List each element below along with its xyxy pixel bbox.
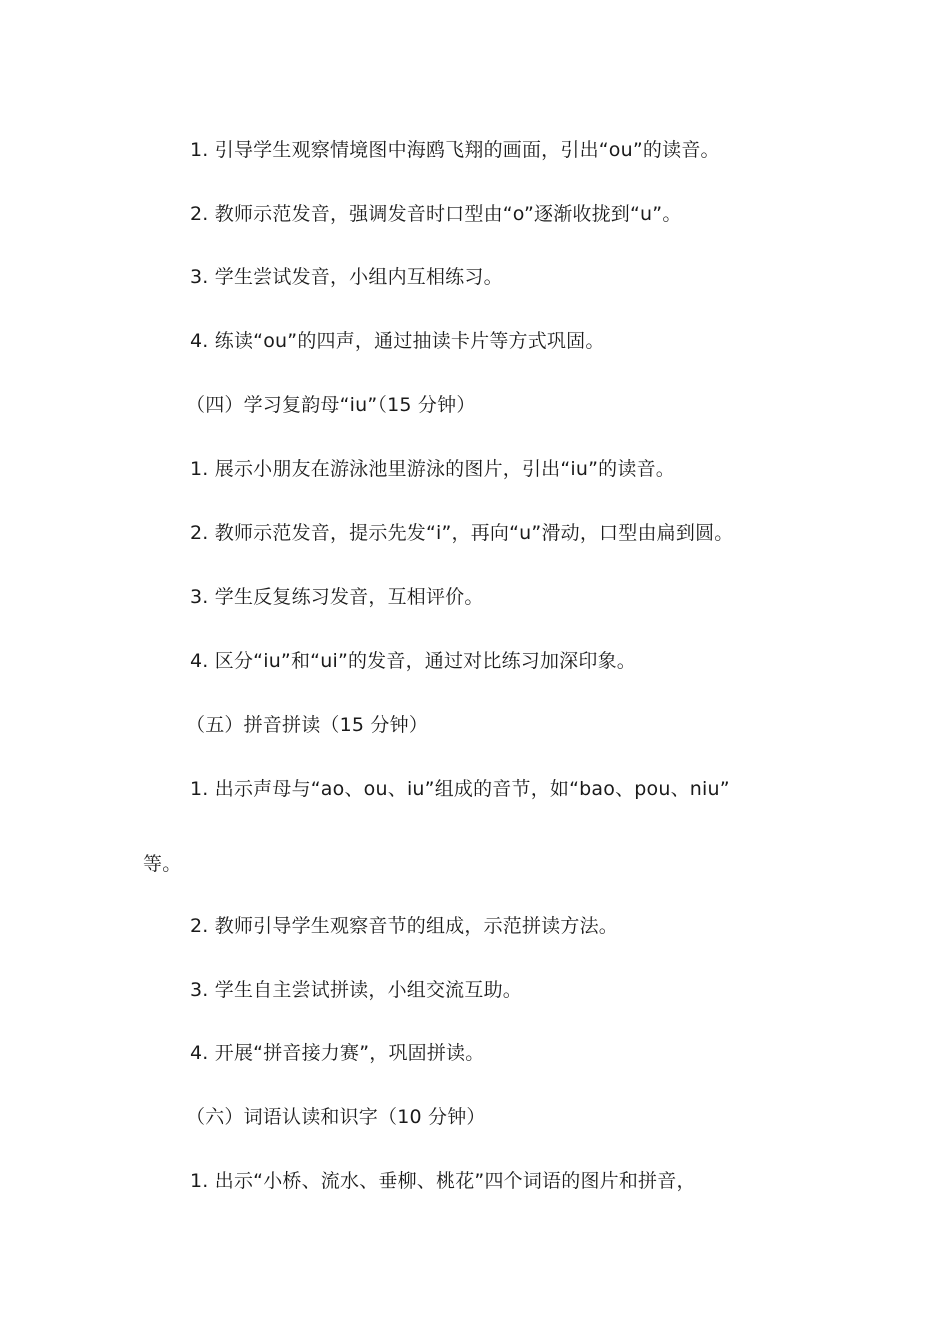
- step-ou-3: 3. 学生尝试发音，小组内互相练习。: [190, 266, 503, 288]
- step-pinyin-1: 1. 出示声母与“ao、ou、iu”组成的音节，如“bao、pou、niu”: [190, 778, 730, 800]
- step-iu-4: 4. 区分“iu”和“ui”的发音，通过对比练习加深印象。: [190, 650, 636, 672]
- step-pinyin-4: 4. 开展“拼音接力赛”，巩固拼读。: [190, 1042, 485, 1064]
- step-words-1: 1. 出示“小桥、流水、垂柳、桃花”四个词语的图片和拼音，: [190, 1170, 696, 1192]
- step-pinyin-3: 3. 学生自主尝试拼读，小组交流互助。: [190, 979, 522, 1001]
- step-pinyin-2: 2. 教师引导学生观察音节的组成，示范拼读方法。: [190, 915, 618, 937]
- step-pinyin-1-continuation: 等。: [143, 853, 182, 875]
- step-iu-3: 3. 学生反复练习发音，互相评价。: [190, 586, 484, 608]
- step-iu-2: 2. 教师示范发音，提示先发“i”，再向“u”滑动，口型由扁到圆。: [190, 522, 734, 544]
- section-heading-iu: （四）学习复韵母“iu”（15 分钟）: [186, 394, 476, 416]
- step-ou-2: 2. 教师示范发音，强调发音时口型由“o”逐渐收拢到“u”。: [190, 203, 682, 225]
- step-ou-4: 4. 练读“ou”的四声，通过抽读卡片等方式巩固。: [190, 330, 605, 352]
- step-ou-1: 1. 引导学生观察情境图中海鸥飞翔的画面，引出“ou”的读音。: [190, 139, 720, 161]
- step-iu-1: 1. 展示小朋友在游泳池里游泳的图片，引出“iu”的读音。: [190, 458, 675, 480]
- section-heading-pinyin: （五）拼音拼读（15 分钟）: [186, 714, 429, 736]
- section-heading-words: （六）词语认读和识字（10 分钟）: [186, 1106, 486, 1128]
